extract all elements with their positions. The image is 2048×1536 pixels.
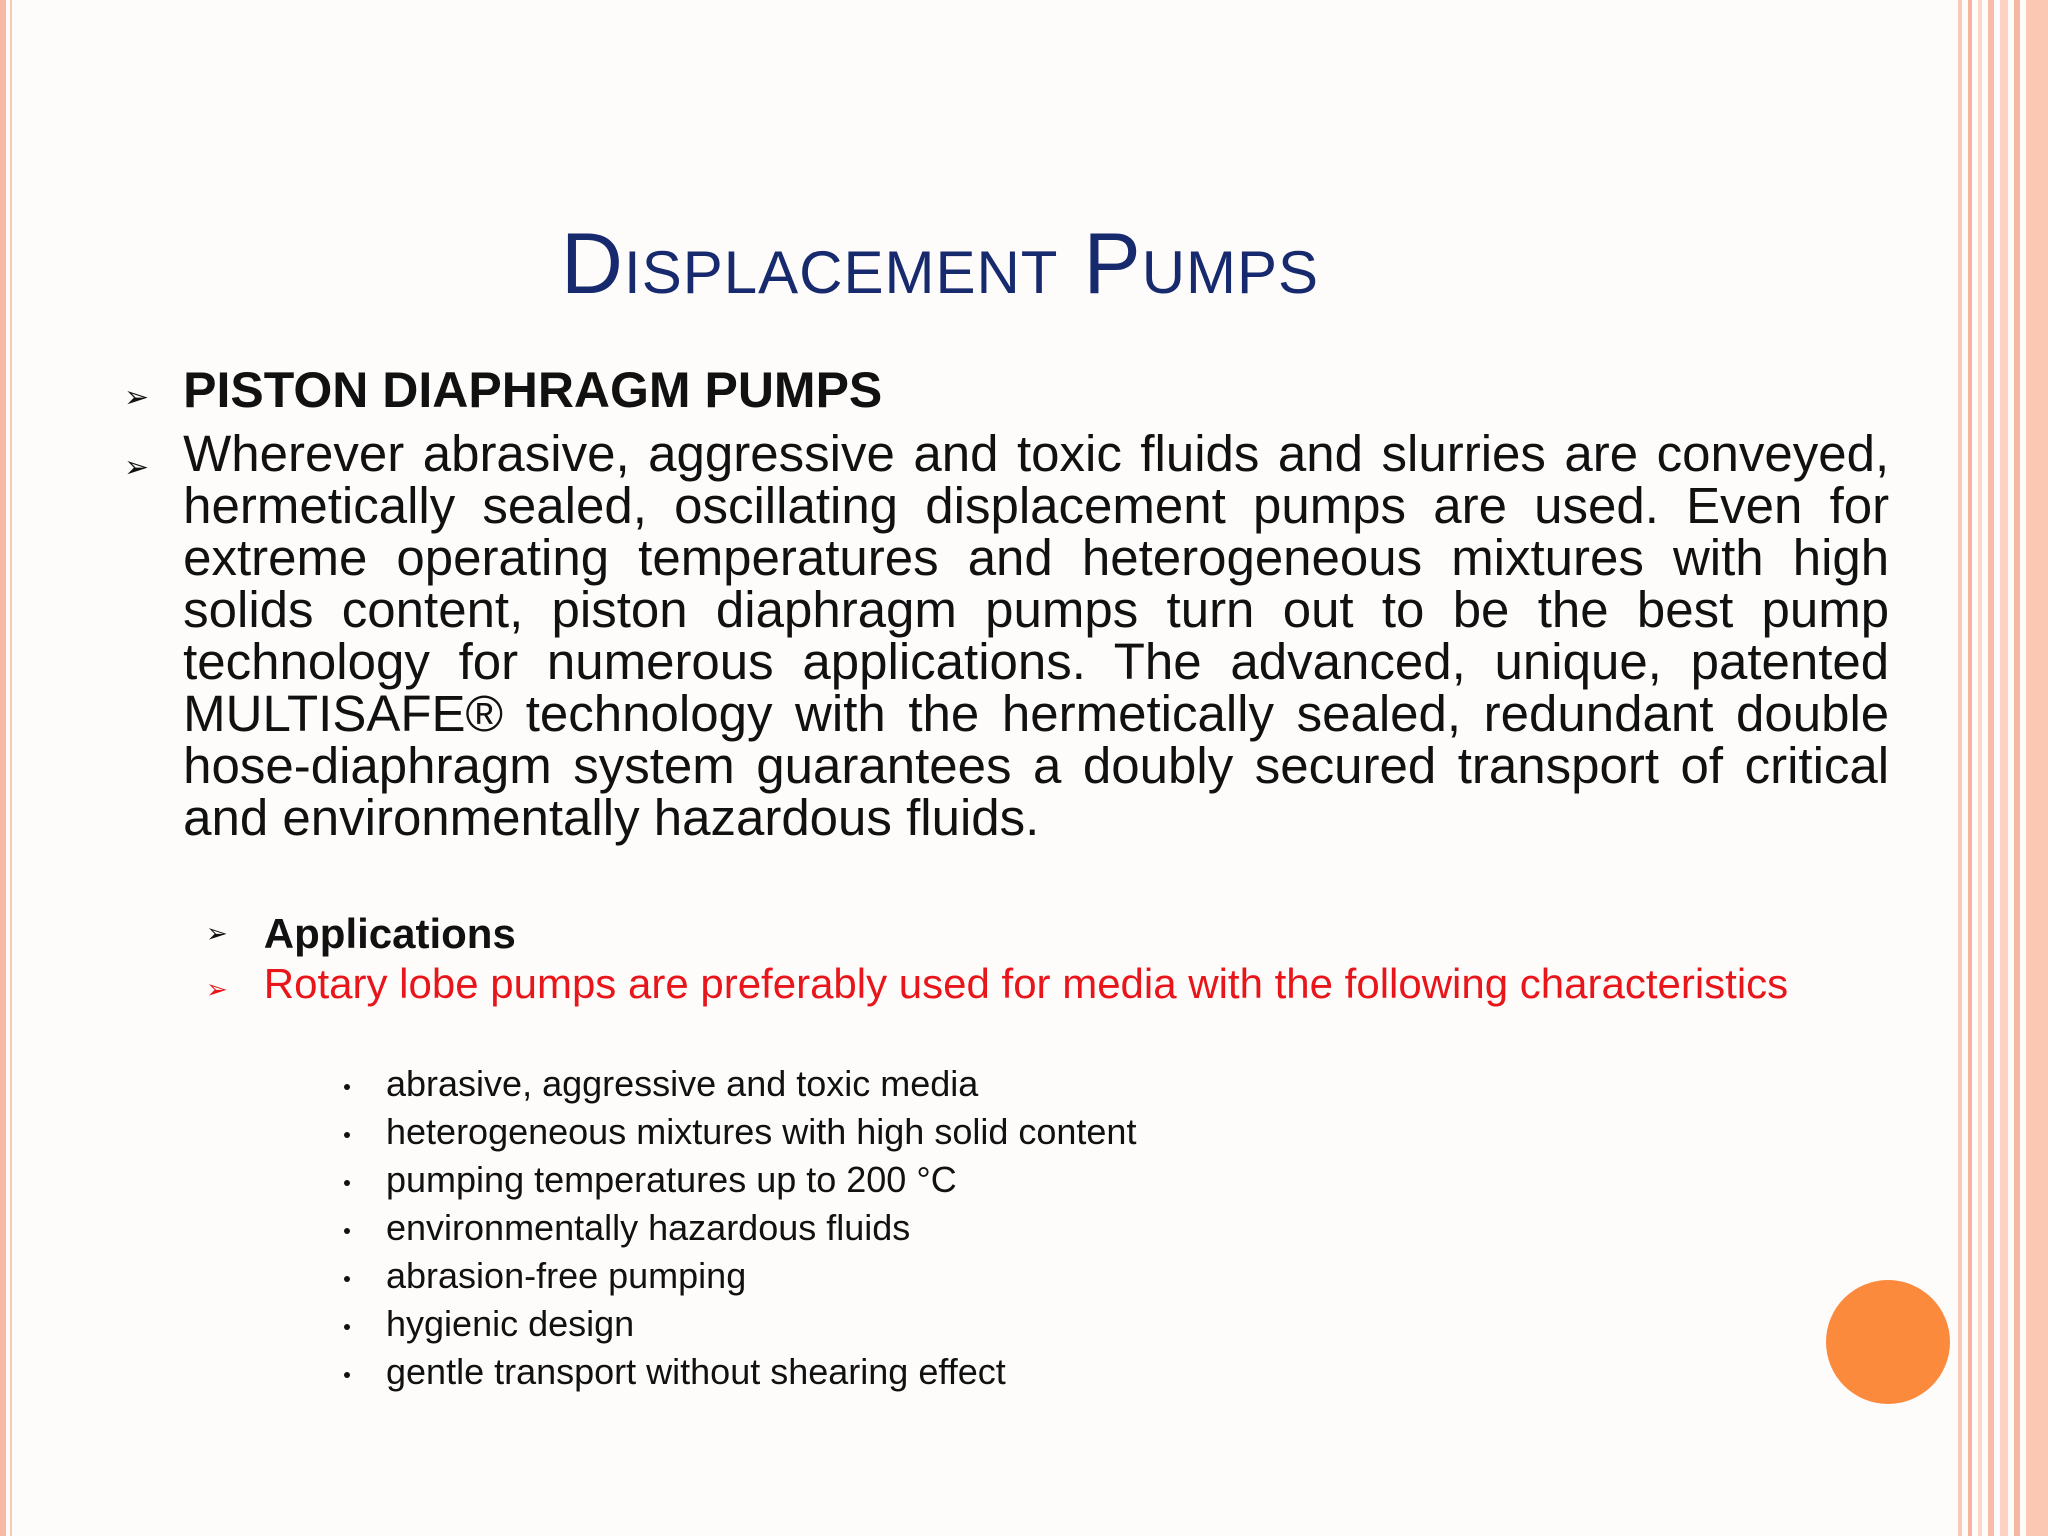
right-stripe <box>1988 0 1994 1536</box>
right-stripe <box>2026 0 2048 1536</box>
list-item: abrasive, aggressive and toxic media <box>344 1060 1136 1108</box>
bullet-item <box>124 360 882 420</box>
dot-bullet-icon <box>344 1180 350 1186</box>
list-item: abrasion-free pumping <box>344 1252 1136 1300</box>
sub-bullet-item <box>206 908 516 960</box>
dot-bullet-icon <box>344 1372 350 1378</box>
dot-bullet-icon <box>344 1276 350 1282</box>
sub-bullet-heading: Applications <box>263 910 516 957</box>
arrowhead-bullet-icon: ➢ <box>206 918 228 948</box>
list-item: gentle transport without shearing effect <box>344 1348 1136 1396</box>
list-item: pumping temperatures up to 200 °C <box>344 1156 1136 1204</box>
dot-bullet-icon <box>344 1324 350 1330</box>
bullet-heading: PISTON DIAPHRAGM PUMPS <box>183 362 883 418</box>
bullet-item <box>124 425 1890 846</box>
arrowhead-bullet-icon: ➢ <box>124 381 150 414</box>
characteristics-list <box>344 1060 1136 1396</box>
arrowhead-bullet-icon: ➢ <box>206 974 228 1004</box>
list-item: heterogeneous mixtures with high solid content <box>344 1108 1136 1156</box>
right-stripe <box>2014 0 2020 1536</box>
decorative-circle <box>1826 1280 1950 1404</box>
bullet-paragraph: Wherever abrasive, aggressive and toxic fluids and slurries are conveyed, hermetically sealed, oscillating displacement pumps are used. Even for extreme operating temperatures and heterogeneous mixtures with high solids content, piston diaphragm pumps turn out to be the best pump technology for numerous applications. The advanced, unique, patented MULTISAFE® technology with the hermetically sealed, redundant double hose-diaphragm system guarantees a doubly secured transport of critical and environmentally hazardous fluids. <box>183 425 1890 846</box>
sub-bullet-highlight: Rotary lobe pumps are preferably used for media with the following characteristics <box>263 960 1789 1007</box>
dot-bullet-icon <box>344 1228 350 1234</box>
list-item: hygienic design <box>344 1300 1136 1348</box>
list-item: environmentally hazardous fluids <box>344 1204 1136 1252</box>
slide-title: Displacement Pumps <box>560 216 1320 312</box>
right-stripe <box>1978 0 1982 1536</box>
right-stripe <box>2000 0 2008 1536</box>
right-stripe <box>1968 0 1972 1536</box>
sub-bullet-item <box>206 962 1890 1006</box>
dot-bullet-icon <box>344 1132 350 1138</box>
arrowhead-bullet-icon: ➢ <box>124 451 150 484</box>
right-stripe <box>1958 0 1962 1536</box>
dot-bullet-icon <box>344 1084 350 1090</box>
